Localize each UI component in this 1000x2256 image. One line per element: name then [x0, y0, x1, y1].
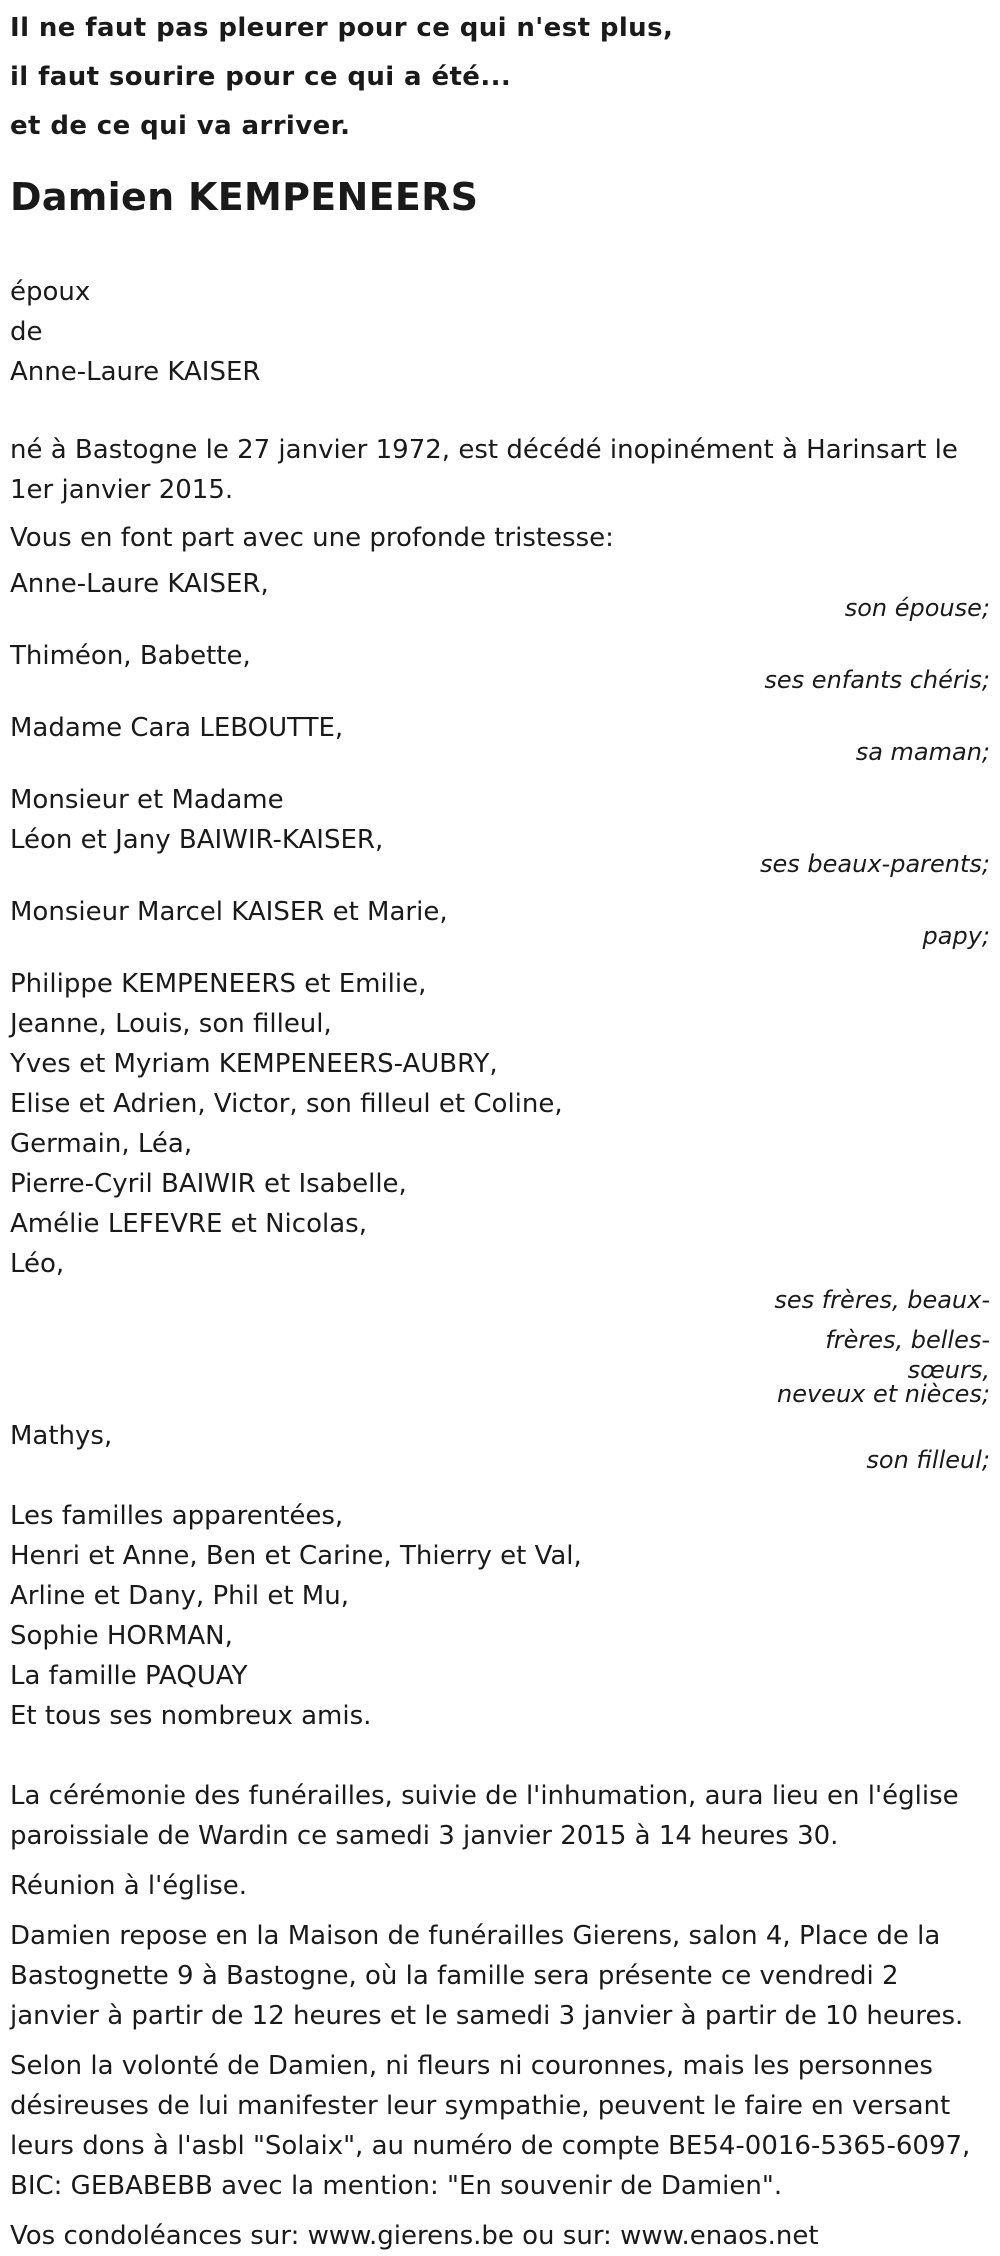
ceremony-block — [10, 1776, 990, 2256]
family-name-line: Monsieur Marcel KAISER et Marie, — [10, 897, 448, 927]
birth-death-text: né à Bastogne le 27 janvier 1972, est décédé inopinément à Harinsart le 1er janvier 2015. — [10, 435, 958, 505]
family-role: son épouse; — [844, 594, 990, 622]
visitation-paragraph: Damien repose en la Maison de funérailles Gierens, salon 4, Place de la Bastognette 9 à Bastogne, où la famille sera présente ce vendredi 2 janvier à partir de 12 heures et le samedi 3 janvier à partir de 10 heures. — [10, 1921, 964, 2031]
family-name-line: Elise et Adrien, Victor, son filleul et Coline, — [10, 1089, 563, 1119]
family-name-line: Thiméon, Babette, — [10, 641, 251, 671]
spouse-name: Anne-Laure KAISER — [10, 357, 261, 387]
family-role: ses enfants chéris; — [764, 666, 990, 694]
quote-line: Il ne faut pas pleurer pour ce qui n'est plus, — [10, 13, 674, 43]
family-name-line: Madame Cara LEBOUTTE, — [10, 713, 344, 743]
family-name-line: Amélie LEFEVRE et Nicolas, — [10, 1209, 367, 1239]
family-role-line: sœurs, — [907, 1356, 990, 1384]
family-entry — [10, 892, 990, 956]
spouse-line: époux — [10, 277, 91, 307]
family-entry — [10, 1416, 990, 1480]
relatives-line: La famille PAQUAY — [10, 1661, 248, 1691]
family-name-line: Yves et Myriam KEMPENEERS-AUBRY, — [10, 1049, 498, 1079]
obituary-page — [0, 4, 1000, 2256]
family-entry — [10, 564, 990, 628]
family-entry — [10, 708, 990, 772]
family-name-line: Léo, — [10, 1249, 65, 1279]
spouse-block — [10, 272, 990, 392]
relatives-block — [10, 1496, 990, 1736]
family-role: sa maman; — [855, 738, 990, 766]
relatives-line: Sophie HORMAN, — [10, 1621, 233, 1651]
family-role: ses beaux-parents; — [760, 850, 990, 878]
relatives-line: Henri et Anne, Ben et Carine, Thierry et Val, — [10, 1541, 582, 1571]
family-role-line: frères, belles- — [825, 1326, 990, 1354]
family-name-line: Léon et Jany BAIWIR-KAISER, — [10, 825, 384, 855]
donation-paragraph: Selon la volonté de Damien, ni fleurs ni couronnes, mais les personnes désireuses de lui manifester leur sympathie, peuvent le faire en versant leurs dons à l'asbl "Solaix", au numéro de compte BE54-0016-5365-6097, BIC: GEBABEBB avec la mention: "En souvenir de Damien". — [10, 2051, 971, 2201]
relatives-line: Les familles apparentées, — [10, 1501, 344, 1531]
family-name-line: Anne-Laure KAISER, — [10, 569, 269, 599]
condolences-paragraph: Vos condoléances sur: www.gierens.be ou sur: www.enaos.net — [10, 2221, 819, 2251]
family-entry — [10, 964, 990, 1408]
spouse-line: de — [10, 317, 43, 347]
family-name-line: Philippe KEMPENEERS et Emilie, — [10, 969, 427, 999]
family-role — [740, 1280, 990, 1408]
quote-line: il faut sourire pour ce qui a été... — [10, 62, 512, 92]
family-list — [10, 564, 990, 1480]
family-entry — [10, 636, 990, 700]
family-role-line: ses frères, beaux- — [774, 1286, 990, 1314]
family-entry — [10, 780, 990, 884]
family-name-line: Monsieur et Madame — [10, 785, 284, 815]
relatives-line: Arline et Dany, Phil et Mu, — [10, 1581, 349, 1611]
family-role-line: neveux et nièces; — [777, 1380, 990, 1408]
family-name-line: Jeanne, Louis, son filleul, — [10, 1009, 332, 1039]
family-role: son filleul; — [866, 1446, 990, 1474]
family-name-line: Mathys, — [10, 1421, 113, 1451]
ceremony-paragraph: La cérémonie des funérailles, suivie de l'inhumation, aura lieu en l'église paroissiale de Wardin ce samedi 3 janvier 2015 à 14 heures 30. — [10, 1781, 959, 1851]
quote-line: et de ce qui va arriver. — [10, 111, 351, 141]
announcement-text: Vous en font part avec une profonde tristesse: — [10, 523, 614, 553]
relatives-line: Et tous ses nombreux amis. — [10, 1701, 372, 1731]
family-name-line: Germain, Léa, — [10, 1129, 193, 1159]
family-role: papy; — [922, 922, 990, 950]
meeting-paragraph: Réunion à l'église. — [10, 1871, 248, 1901]
family-names — [10, 964, 990, 1284]
deceased-name: Damien KEMPENEERS — [10, 175, 479, 219]
opening-quote — [10, 4, 990, 151]
family-name-line: Pierre-Cyril BAIWIR et Isabelle, — [10, 1169, 407, 1199]
